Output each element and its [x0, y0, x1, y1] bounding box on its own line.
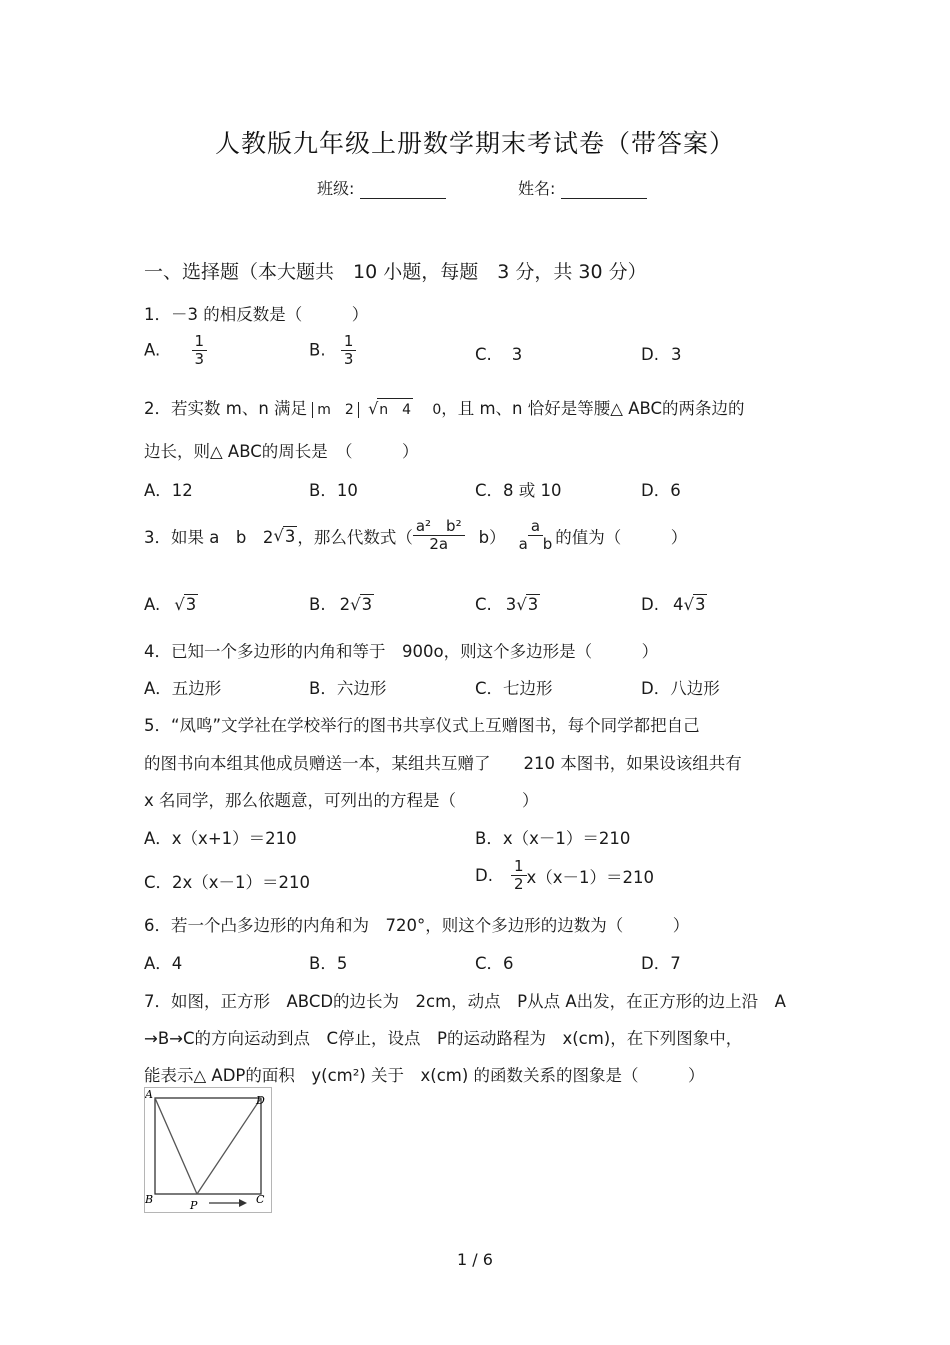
- square-figure: [144, 1087, 272, 1213]
- q2-abs-expr: m 2: [312, 402, 359, 418]
- label-d: D: [256, 1094, 265, 1107]
- q4-option-a: A．五边形: [144, 679, 222, 698]
- q2-stem: 2．若实数 m、n 满足 m 2 √n 4 0，且 m、n 恰好是等腰△ ABC的两条边的: [144, 399, 745, 418]
- q2-option-b: B．10: [309, 481, 358, 500]
- q5-option-c: C．2x（x－1）＝210: [144, 873, 311, 892]
- q1-option-b: B. $\frac{1}{3}$: [309, 333, 356, 369]
- q5-d-fraction: $\frac{1}{2}$: [511, 858, 527, 894]
- q4-option-c: C．七边形: [475, 679, 553, 698]
- q5-stem-line2: 的图书向本组其他成员赠送一本，某组共互赠了 210 本图书，如果设该组共有: [144, 754, 742, 773]
- q2-option-c: C．8 或 10: [475, 481, 562, 500]
- q6-option-b: B．5: [309, 954, 348, 973]
- q1-a-fraction: $\frac{1}{3}$: [192, 333, 208, 369]
- q4-option-d: D．八边形: [641, 679, 720, 698]
- name-label: 姓名:: [518, 179, 556, 198]
- q3-option-a: A. √3: [144, 595, 197, 614]
- q2-stem-line2: 边长，则△ ABC的周长是 （ ）: [144, 442, 419, 461]
- class-field: [317, 176, 446, 199]
- name-blank: [561, 182, 647, 199]
- q3-fraction-2: $\frac{a}{\text{a b}}$: [518, 517, 553, 554]
- q5-option-b: B．x（x－1）＝210: [475, 829, 631, 848]
- segment-ap: [155, 1098, 197, 1194]
- segment-dp: [197, 1098, 261, 1194]
- page-number: 1 / 6: [457, 1250, 493, 1269]
- q1-option-c: C. 3: [475, 345, 523, 364]
- q3-stem: 3．如果 a b 2 √ 3 ，那么代数式（ $\frac{\text{a² b²}}{2a}$ b） $\frac{a}{\text{a b}}$ 的值为（ ）: [144, 517, 688, 554]
- q7-stem-line2: →B→C的方向运动到点 C停止，设点 P的运动路程为 x(cm)，在下列图象中，: [144, 1029, 743, 1048]
- page-title: 人教版九年级上册数学期末考试卷（带答案）: [214, 129, 735, 158]
- q2-sqrt-expr: n 4: [377, 398, 413, 419]
- label-a: A: [145, 1088, 153, 1101]
- q1-option-d: D. 3: [641, 345, 682, 364]
- q5-stem-line3: x 名同学，那么依题意，可列出的方程是（ ）: [144, 791, 539, 810]
- q1-stem: 1．－3 的相反数是（ ）: [144, 305, 369, 324]
- q1-option-a: A. $\frac{1}{3}$: [144, 333, 207, 369]
- label-p: P: [190, 1199, 198, 1212]
- q4-option-b: B．六边形: [309, 679, 387, 698]
- q2-option-d: D．6: [641, 481, 681, 500]
- q2-option-a: A．12: [144, 481, 193, 500]
- q3-option-b: B. 2√3: [309, 595, 373, 614]
- q5-stem-line1: 5．“凤鸣”文学社在学校举行的图书共享仪式上互赠图书，每个同学都把自己: [144, 716, 700, 735]
- q6-option-c: C．6: [475, 954, 514, 973]
- q5-option-a: A．x（x+1）＝210: [144, 829, 297, 848]
- q5-option-d: D. $\frac{1}{2}$ x（x－1）＝210: [475, 857, 655, 894]
- name-field: [518, 176, 647, 199]
- square-diagram: [145, 1088, 271, 1212]
- q6-option-a: A．4: [144, 954, 183, 973]
- q7-stem-line3: 能表示△ ADP的面积 y(cm²) 关于 x(cm) 的函数关系的图象是（ ）: [144, 1066, 705, 1085]
- square-abcd: [155, 1098, 261, 1194]
- class-label: 班级:: [317, 179, 355, 198]
- q7-stem-line1: 7．如图，正方形 ABCD的边长为 2cm，动点 P从点 A出发，在正方形的边上沿 A: [144, 992, 786, 1011]
- q4-stem: 4．已知一个多边形的内角和等于 900o，则这个多边形是（ ）: [144, 642, 659, 661]
- label-b: B: [145, 1193, 154, 1206]
- q3-fraction-1: $\frac{\text{a² b²}}{2a}$: [413, 518, 465, 554]
- class-blank: [360, 182, 446, 199]
- q6-option-d: D．7: [641, 954, 681, 973]
- q3-option-c: C. 3√3: [475, 595, 539, 614]
- q3-option-d: D. 4√3: [641, 595, 706, 614]
- q1-b-fraction: $\frac{1}{3}$: [341, 333, 357, 369]
- label-c: C: [256, 1193, 265, 1206]
- q6-stem: 6．若一个凸多边形的内角和为 720°，则这个多边形的边数为（ ）: [144, 916, 690, 935]
- arrow-head: [239, 1199, 247, 1207]
- section-heading: 一、选择题（本大题共 10 小题，每题 3 分，共 30 分）: [144, 261, 647, 283]
